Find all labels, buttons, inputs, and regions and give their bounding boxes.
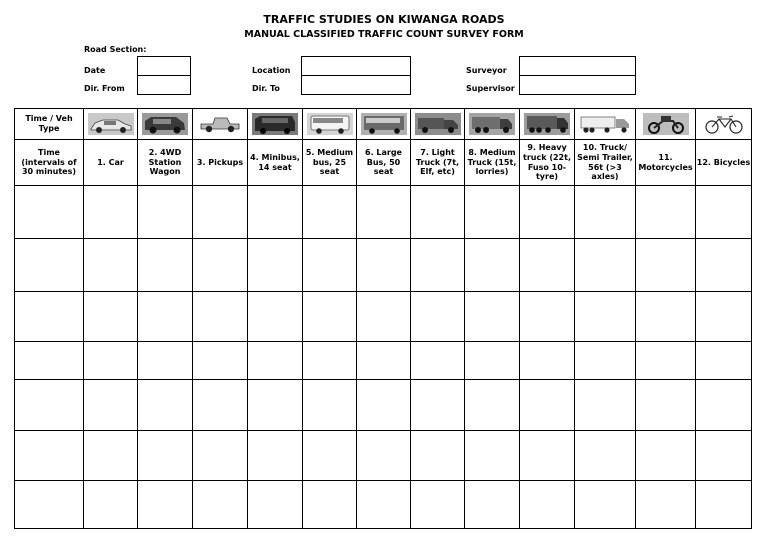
count-cell[interactable] (248, 186, 303, 239)
count-cell[interactable] (84, 431, 138, 481)
count-cell[interactable] (84, 481, 138, 529)
count-cell[interactable] (357, 186, 411, 239)
count-cell[interactable] (411, 292, 465, 342)
count-cell[interactable] (520, 292, 575, 342)
count-cell[interactable] (696, 292, 752, 342)
count-cell[interactable] (138, 431, 193, 481)
dir-from-field[interactable] (137, 75, 191, 95)
count-cell[interactable] (696, 342, 752, 380)
vehicle-type-header: 11. Motorcycles (636, 140, 696, 186)
dir-to-field[interactable] (301, 75, 411, 95)
count-cell[interactable] (248, 342, 303, 380)
vehicle-type-header: 8. Medium Truck (15t, lorries) (465, 140, 520, 186)
time-interval-cell[interactable] (15, 292, 84, 342)
time-interval-cell[interactable] (15, 380, 84, 431)
count-cell[interactable] (193, 380, 248, 431)
vehicle-type-header: 10. Truck/ Semi Trailer, 56t (>3 axles) (575, 140, 636, 186)
form-subtitle: MANUAL CLASSIFIED TRAFFIC COUNT SURVEY FORM (244, 29, 524, 40)
count-cell[interactable] (138, 481, 193, 529)
count-cell[interactable] (520, 186, 575, 239)
time-interval-cell[interactable] (15, 481, 84, 529)
vehicle-type-header: 6. Large Bus, 50 seat (357, 140, 411, 186)
count-cell[interactable] (248, 380, 303, 431)
location-label: Location (252, 66, 291, 75)
time-interval-cell[interactable] (15, 186, 84, 239)
count-cell[interactable] (636, 186, 696, 239)
motorcycle-photo-icon (643, 113, 689, 135)
location-field[interactable] (301, 56, 411, 76)
count-cell[interactable] (138, 239, 193, 292)
semi-trailer-photo-icon (579, 113, 631, 135)
count-cell[interactable] (636, 342, 696, 380)
count-cell[interactable] (138, 186, 193, 239)
vehicle-type-header: 9. Heavy truck (22t, Fuso 10-tyre) (520, 140, 575, 186)
count-cell[interactable] (411, 431, 465, 481)
count-cell[interactable] (193, 481, 248, 529)
vehicle-type-header: 7. Light Truck (7t, Elf, etc) (411, 140, 465, 186)
supervisor-label: Supervisor (466, 84, 515, 93)
count-cell[interactable] (357, 292, 411, 342)
count-cell[interactable] (138, 342, 193, 380)
count-cell[interactable] (193, 431, 248, 481)
count-cell[interactable] (520, 380, 575, 431)
count-cell[interactable] (465, 186, 520, 239)
count-cell[interactable] (193, 239, 248, 292)
count-cell[interactable] (411, 481, 465, 529)
count-cell[interactable] (575, 342, 636, 380)
count-row (15, 481, 752, 529)
count-cell[interactable] (357, 239, 411, 292)
time-header: Time (intervals of 30 minutes) (15, 140, 84, 186)
count-cell[interactable] (357, 380, 411, 431)
count-cell[interactable] (84, 342, 138, 380)
count-cell[interactable] (303, 292, 357, 342)
count-cell[interactable] (248, 431, 303, 481)
light-truck-photo-icon (415, 113, 461, 135)
heavy-truck-photo-icon (524, 113, 570, 135)
count-cell[interactable] (411, 186, 465, 239)
count-cell[interactable] (520, 431, 575, 481)
count-cell[interactable] (193, 186, 248, 239)
medium-bus-photo-icon (307, 113, 353, 135)
count-cell[interactable] (411, 342, 465, 380)
date-field[interactable] (137, 56, 191, 76)
count-row (15, 292, 752, 342)
count-cell[interactable] (575, 292, 636, 342)
minibus-photo-icon (252, 113, 298, 135)
vehicle-type-header: 1. Car (84, 140, 138, 186)
count-cell[interactable] (575, 431, 636, 481)
count-row (15, 380, 752, 431)
count-cell[interactable] (411, 380, 465, 431)
count-cell[interactable] (193, 292, 248, 342)
count-cell[interactable] (357, 342, 411, 380)
supervisor-field[interactable] (519, 75, 636, 95)
vehicle-type-header: 2. 4WD Station Wagon (138, 140, 193, 186)
time-interval-cell[interactable] (15, 342, 84, 380)
count-cell[interactable] (193, 342, 248, 380)
corner-label: Time / Veh Type (15, 109, 84, 140)
bicycle-icon (701, 113, 747, 135)
count-cell[interactable] (636, 239, 696, 292)
count-cell[interactable] (138, 292, 193, 342)
count-cell[interactable] (84, 239, 138, 292)
dir-from-label: Dir. From (84, 84, 125, 93)
form-title: TRAFFIC STUDIES ON KIWANGA ROADS (263, 13, 505, 26)
count-cell[interactable] (575, 380, 636, 431)
count-cell[interactable] (575, 481, 636, 529)
car-photo-icon (88, 113, 134, 135)
count-cell[interactable] (357, 481, 411, 529)
count-row (15, 239, 752, 292)
count-cell[interactable] (520, 342, 575, 380)
count-cell[interactable] (636, 481, 696, 529)
station-wagon-photo-icon (142, 113, 188, 135)
count-cell[interactable] (248, 239, 303, 292)
count-cell[interactable] (520, 481, 575, 529)
count-cell[interactable] (696, 431, 752, 481)
count-cell[interactable] (84, 292, 138, 342)
count-cell[interactable] (303, 186, 357, 239)
header-row (15, 140, 752, 186)
count-cell[interactable] (465, 431, 520, 481)
count-cell[interactable] (575, 239, 636, 292)
count-cell[interactable] (696, 239, 752, 292)
count-cell[interactable] (303, 342, 357, 380)
count-cell[interactable] (303, 481, 357, 529)
count-cell[interactable] (465, 481, 520, 529)
time-interval-cell[interactable] (15, 239, 84, 292)
count-cell[interactable] (465, 342, 520, 380)
count-cell[interactable] (465, 380, 520, 431)
date-label: Date (84, 66, 106, 75)
count-cell[interactable] (248, 481, 303, 529)
count-cell[interactable] (520, 239, 575, 292)
count-row (15, 186, 752, 239)
count-cell[interactable] (696, 380, 752, 431)
count-row (15, 431, 752, 481)
count-cell[interactable] (303, 431, 357, 481)
count-cell[interactable] (696, 186, 752, 239)
count-cell[interactable] (636, 431, 696, 481)
count-cell[interactable] (575, 186, 636, 239)
surveyor-field[interactable] (519, 56, 636, 76)
road-section-label: Road Section: (84, 45, 147, 54)
pickup-photo-icon (197, 113, 243, 135)
vehicle-type-header: 12. Bicycles (696, 140, 752, 186)
surveyor-label: Surveyor (466, 66, 507, 75)
count-cell[interactable] (248, 292, 303, 342)
count-row (15, 342, 752, 380)
time-interval-cell[interactable] (15, 431, 84, 481)
count-rows (15, 186, 752, 529)
vehicle-type-header: 4. Minibus, 14 seat (248, 140, 303, 186)
traffic-count-table (14, 108, 752, 529)
count-cell[interactable] (84, 186, 138, 239)
count-cell[interactable] (636, 292, 696, 342)
count-cell[interactable] (411, 239, 465, 292)
icon-row (15, 109, 752, 140)
count-cell[interactable] (465, 292, 520, 342)
count-cell[interactable] (357, 431, 411, 481)
count-cell[interactable] (138, 380, 193, 431)
vehicle-type-header: 5. Medium bus, 25 seat (303, 140, 357, 186)
count-cell[interactable] (303, 239, 357, 292)
large-bus-photo-icon (361, 113, 407, 135)
medium-truck-photo-icon (469, 113, 515, 135)
dir-to-label: Dir. To (252, 84, 280, 93)
count-cell[interactable] (84, 380, 138, 431)
count-cell[interactable] (636, 380, 696, 431)
count-cell[interactable] (303, 380, 357, 431)
count-cell[interactable] (696, 481, 752, 529)
count-cell[interactable] (465, 239, 520, 292)
vehicle-type-header: 3. Pickups (193, 140, 248, 186)
